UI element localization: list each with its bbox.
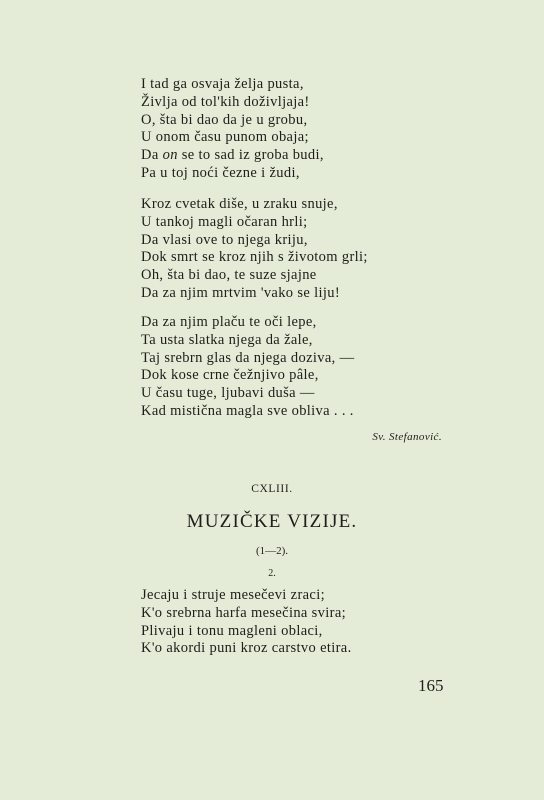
verse-line: Da za njim mrtvim 'vako se liju! (141, 284, 341, 301)
verse-line: Da za njim plaču te oči lepe, (141, 314, 317, 330)
verse-line: Plivaju i tonu magleni oblaci, (141, 622, 323, 639)
author-signature: Sv. Stefanović. (372, 431, 442, 443)
verse-line: Taj srebrn glas da njega doziva, — (141, 349, 355, 366)
verse-line: Kad mistična magla sve obliva . . . (141, 402, 354, 419)
verse-line: Oh, šta bi dao, te suze sjajne (141, 267, 317, 284)
verse-line: Dok smrt se kroz njih s životom grli; (141, 249, 368, 266)
stanza-1 (141, 76, 441, 183)
verse-line: Jecaju i struje mesečevi zraci; (141, 587, 325, 603)
verse-line: K'o srebrna harfa mesečina svira; (141, 604, 346, 621)
stanza-2 (141, 196, 441, 303)
section-number: CXLIII. (251, 483, 293, 495)
verse-line: U času tuge, ljubavi duša — (141, 385, 315, 402)
page-number: 165 (418, 676, 444, 695)
verse-line: Življa od tol'kih doživljaja! (141, 93, 310, 110)
verse-line: Dok kose crne čežnjivo pâle, (141, 367, 319, 384)
verse-line: O, šta bi dao da je u grobu, (141, 111, 308, 128)
poem-title: MUZIČKE VIZIJE. (186, 511, 358, 532)
verse-line: K'o akordi puni kroz carstvo etira. (141, 640, 352, 657)
verse-text: se to sad iz groba budi, (177, 147, 324, 164)
part-number: 2. (268, 568, 276, 579)
verse-line: Kroz cvetak diše, u zraku snuje, (141, 196, 338, 212)
verse-line: Da vlasi ove to njega kriju, (141, 231, 308, 248)
verse-text: Da (141, 147, 163, 164)
verse-line: Pa u toj noći čezne i žudi, (141, 164, 300, 181)
verse-line: Ta usta slatka njega da žale, (141, 331, 313, 348)
verse-line: I tad ga osvaja želja pusta, (141, 76, 304, 92)
stanza-poem2 (141, 587, 441, 658)
verse-line: U tankoj magli očaran hrli; (141, 213, 308, 230)
stanza-3 (141, 314, 441, 421)
poem-subtitle: (1—2). (255, 545, 289, 557)
verse-line (141, 147, 441, 165)
emphasized-word: on (162, 147, 178, 164)
verse-line: U onom času punom obaja; (141, 129, 309, 146)
